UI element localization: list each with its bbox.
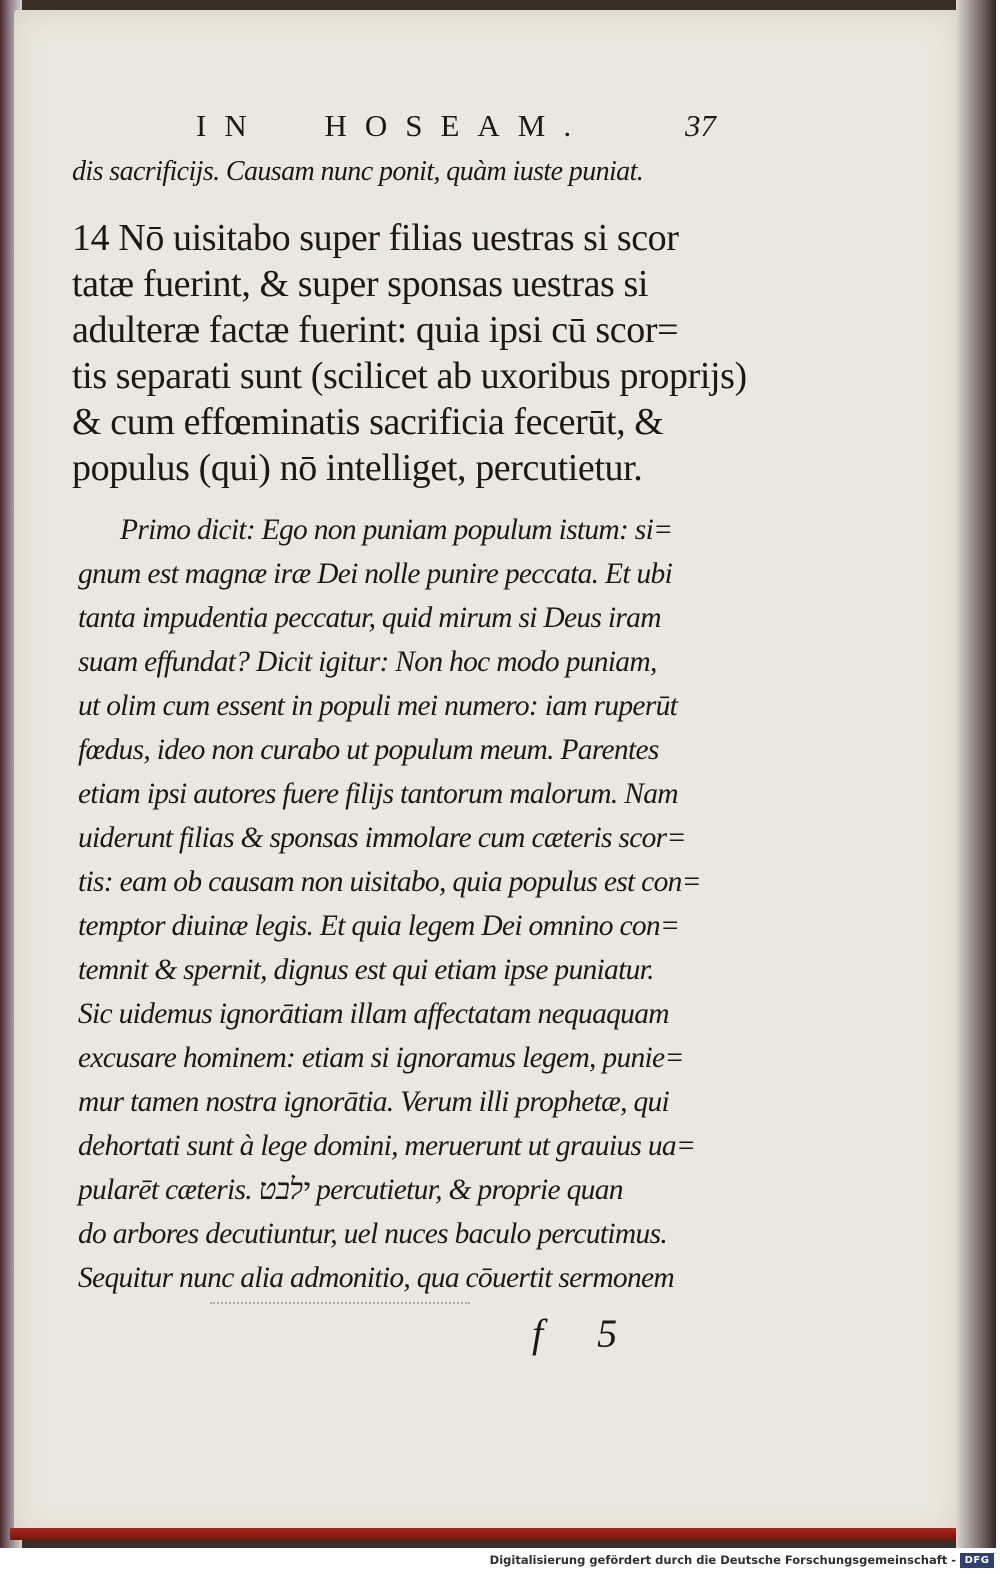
verse-line: populus (qui) nō intelliget, percutietur. xyxy=(72,447,643,489)
verse-line: 14 Nō uisitabo super filias uestras si scor xyxy=(72,217,679,259)
commentary-line: ut olim cum essent in populi mei numero: iam ruperūt xyxy=(78,690,678,722)
commentary-line: fœdus, ideo non curabo ut populum meum. Parentes xyxy=(78,734,659,766)
commentary-line: pularēt cæteris. ילבט percutietur, & proprie quan xyxy=(78,1174,623,1206)
commentary-line: temptor diuinæ legis. Et quia legem Dei omnino con= xyxy=(78,910,680,942)
digitization-footer xyxy=(0,1548,1000,1574)
commentary-line: tis: eam ob causam non uisitabo, quia populus est con= xyxy=(78,866,701,898)
commentary-line: gnum est magnæ iræ Dei nolle punire peccata. Et ubi xyxy=(78,558,673,590)
commentary-line: mur tamen nostra ignorātia. Verum illi prophetæ, qui xyxy=(78,1086,670,1118)
commentary-line: Sic uidemus ignorātiam illam affectatam nequaquam xyxy=(78,998,669,1030)
carry-over-line: dis sacrificijs. Causam nunc ponit, quàm iuste puniat. xyxy=(72,156,644,187)
verse-line: tatæ fuerint, & super sponsas uestras si xyxy=(72,263,649,305)
dfg-logo: DFG xyxy=(960,1553,994,1568)
commentary-line: etiam ipsi autores fuere filijs tantorum malorum. Nam xyxy=(78,778,678,810)
page-right-edge xyxy=(956,0,996,1548)
page-number: 37 xyxy=(685,108,716,143)
verse-line: tis separati sunt (scilicet ab uxoribus proprijs) xyxy=(72,355,747,397)
commentary-line: Sequitur nunc alia admonitio, qua cōuertit sermonem xyxy=(78,1262,675,1294)
verse-line: adulteræ factæ fuerint: quia ipsi cū scor= xyxy=(72,309,679,351)
page-bottom-edge xyxy=(10,1528,956,1540)
commentary-line: suam effundat? Dicit igitur: Non hoc modo puniam, xyxy=(78,646,657,678)
commentary-line: uiderunt filias & sponsas immolare cum cæteris scor= xyxy=(78,822,686,854)
commentary-line: do arbores decutiuntur, uel nuces baculo percutimus. xyxy=(78,1218,668,1250)
funding-credit: Digitalisierung gefördert durch die Deutsche Forschungsgemeinschaft - xyxy=(489,1553,956,1567)
commentary-line: tanta impudentia peccatur, quid mirum si Deus iram xyxy=(78,602,661,634)
running-head-title: IN HOSEAM. xyxy=(196,108,590,143)
commentary-line: excusare hominem: etiam si ignoramus legem, punie= xyxy=(78,1042,684,1074)
verse-line: & cum effœminatis sacrificia fecerūt, & xyxy=(72,401,664,443)
commentary-line: Primo dicit: Ego non puniam populum istum: si= xyxy=(120,514,673,546)
signature-mark: f 5 xyxy=(532,1311,640,1356)
commentary-line: temnit & spernit, dignus est qui etiam ipse puniatur. xyxy=(78,954,654,986)
bleed-through-marks xyxy=(210,1302,470,1305)
running-head xyxy=(196,108,716,148)
commentary-line: dehortati sunt à lege domini, meruerunt ut grauius ua= xyxy=(78,1130,696,1162)
